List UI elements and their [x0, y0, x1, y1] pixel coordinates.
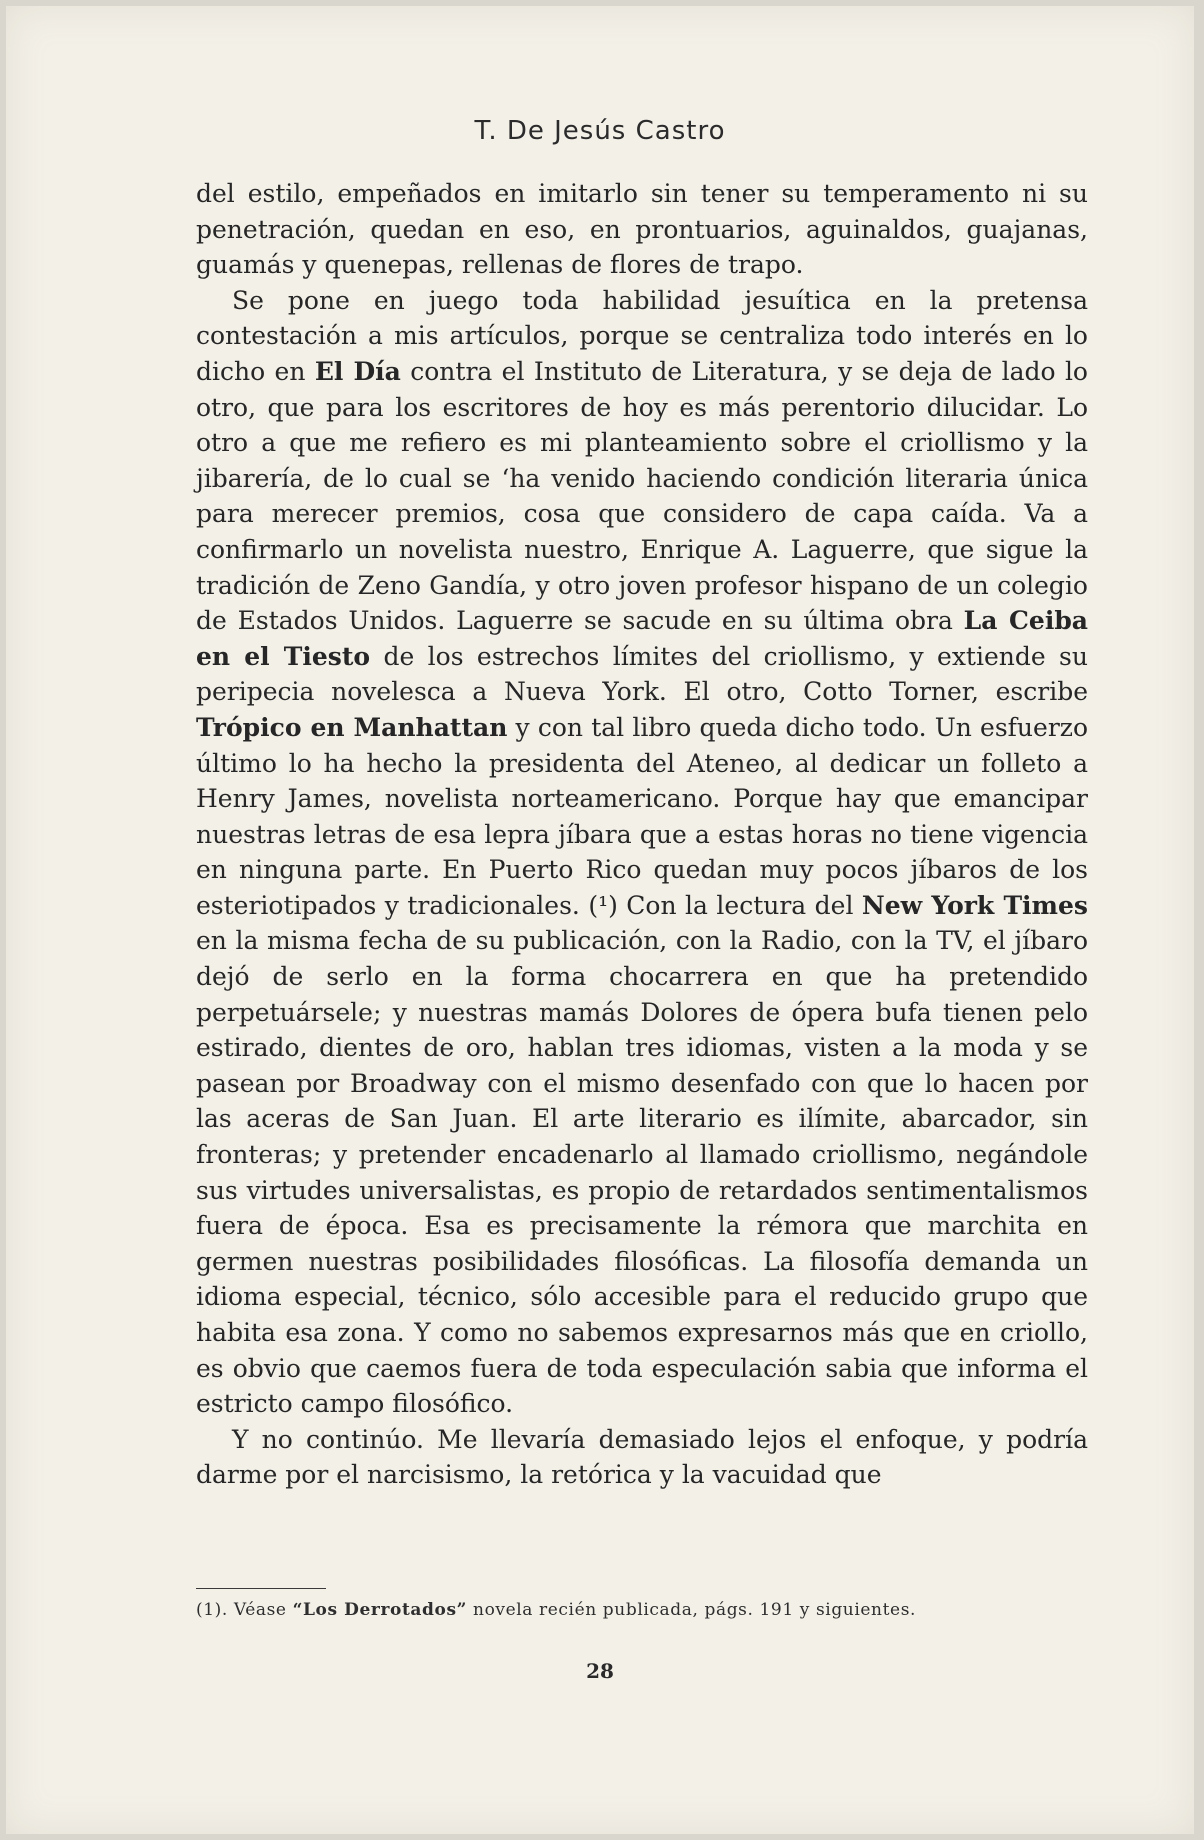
- footnote: [196, 1600, 1088, 1620]
- text-run: y con tal libro queda dicho todo. Un esfuerzo último lo ha hecho la presidenta del Ateneo, al dedicar un folleto a Henry James, novelista norteamericano. Porque hay que emancipar nuestras letras de esa lepra jíbara que a estas horas no tiene vigencia en ninguna parte. En Puerto Rico quedan muy pocos jíbaros de los esteriotipados y tradicionales. (¹) Con la lectura del: [196, 712, 1089, 920]
- text-run: en la misma fecha de su publicación, con la Radio, con la TV, el jíbaro dejó de serlo en la forma chocarrera en que ha pretendido perpetuársele; y nuestras mamás Dolores de ópera bufa tienen pelo estirado, dientes de oro, hablan tres idiomas, visten a la moda y se pasean por Broadway con el mismo desenfado con que lo hacen por las aceras de San Juan. El arte literario es ilímite, abarcador, sin fronteras; y pretender encadenarlo al llamado criollismo, negándole sus virtudes universalistas, es propio de retardados sentimentalismos fuera de época. Esa es precisamente la rémora que marchita en germen nuestras posibilidades filosóficas. La filosofía demanda un idioma especial, técnico, sólo accesible para el reducido grupo que habita esa zona. Y como no sabemos expresarnos más que en criollo, es obvio que caemos fuera de toda especulación sabia que informa el estricto campo filosófico.: [196, 926, 1088, 1419]
- page-number: 28: [586, 1659, 614, 1683]
- book-title: Trópico en Manhattan: [196, 712, 508, 742]
- text-run: Y no continúo. Me llevaría demasiado lejos el enfoque, y podría darme por el narcisismo, la retórica y la vacuidad que: [196, 1424, 1088, 1490]
- newspaper-title: New York Times: [861, 890, 1088, 920]
- footnote-text: (1). Véase: [196, 1600, 293, 1620]
- text-run: de los estrechos límites del criollismo, y extiende su peripecia novelesca a Nueva York. El otro, Cotto Torner, escribe: [196, 641, 1088, 707]
- text-run: contra el Instituto de Literatura, y se deja de lado lo otro, que para los escritores de hoy es más perentorio dilucidar. Lo otro a que me refiero es mi planteamiento sobre el criollismo y la jibarería, de lo cual se ‘ha venido haciendo condición literaria única para merecer premios, cosa que considero de capa caída. Va a confirmarlo un novelista nuestro, Enrique A. Laguerre, que sigue la tradición de Zeno Gandía, y otro joven profesor hispano de un colegio de Estados Unidos. Laguerre se sacude en su última obra: [196, 356, 1088, 636]
- paragraph: [196, 283, 1088, 1422]
- book-page: [6, 6, 1194, 1834]
- footnote-book-title: “Los Derrotados”: [292, 1600, 468, 1620]
- paragraph: [196, 176, 1088, 283]
- paragraph: [196, 1422, 1088, 1493]
- footnote-text: novela recién publicada, págs. 191 y siguientes.: [467, 1600, 917, 1620]
- running-header: T. De Jesús Castro: [474, 116, 726, 146]
- footnote-divider: [196, 1588, 326, 1589]
- text-run: del estilo, empeñados en imitarlo sin tener su temperamento ni su penetración, quedan en eso, en prontuarios, aguinaldos, guajanas, guamás y quenepas, rellenas de flores de trapo.: [196, 179, 1088, 280]
- book-title: La Ceiba en el Tiesto: [196, 606, 1088, 671]
- text-run: Se pone en juego toda habilidad jesuítica en la pretensa contestación a mis artículos, porque se centraliza todo interés en lo dicho en: [196, 285, 1088, 386]
- body-text: [196, 176, 1088, 1493]
- newspaper-title: El Día: [314, 356, 401, 386]
